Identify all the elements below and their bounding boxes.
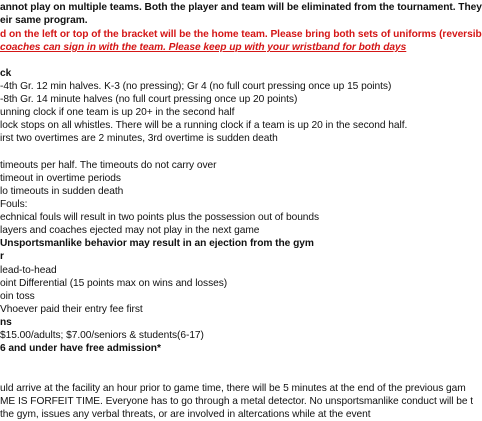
tiebreaker-2: oint Differential (15 points max on wins and losses) — [0, 278, 228, 289]
conduct-rule: the gym, issues any verbal threats, or are involved in altercations while at the event — [0, 409, 371, 420]
tiebreaker-1: lead-to-head — [0, 265, 57, 276]
wristband-notice: coaches can sign in with the team. Please keep up with your wristband for both days — [0, 42, 407, 53]
foul-rule-2: layers and coaches ejected may not play in the next game — [0, 225, 260, 236]
timeout-rule-1: timeouts per half. The timeouts do not carry over — [0, 160, 217, 171]
clock-rule-5: irst two overtimes are 2 minutes, 3rd overtime is sudden death — [0, 133, 278, 144]
free-admission-note: 6 and under have free admission* — [0, 343, 161, 354]
admission-prices: $15.00/adults; $7.00/seniors & students(6-17) — [0, 330, 204, 341]
clock-rule-1: -4th Gr. 12 min halves. K-3 (no pressing); Gr 4 (no full court pressing once up 15 points) — [0, 81, 392, 92]
section-admissions-heading: ns — [0, 317, 12, 328]
foul-rule-1: echnical fouls will result in two points plus the possession out of bounds — [0, 212, 320, 223]
timeout-rule-2: timeout in overtime periods — [0, 173, 121, 184]
clock-rule-2: -8th Gr. 14 minute halves (no full court pressing once up 20 points) — [0, 94, 298, 105]
timeout-rule-3: lo timeouts in sudden death — [0, 186, 124, 197]
clock-rule-3: unning clock if one team is up 20+ in the second half — [0, 107, 235, 118]
fouls-heading: Fouls: — [0, 199, 28, 210]
arrival-rule: uld arrive at the facility an hour prior to game time, there will be 5 minutes at the end of the previous gam — [0, 383, 466, 394]
tiebreaker-3: oin toss — [0, 291, 35, 302]
rule-line-2: eir same program. — [0, 15, 88, 26]
clock-rule-4: lock stops on all whistles. There will be a running clock if a team is up 20 in the second half. — [0, 120, 408, 131]
section-tiebreaker-heading: r — [0, 251, 4, 262]
rule-line-1: annot play on multiple teams. Both the player and team will be eliminated from the tournament. They — [0, 2, 482, 13]
tiebreaker-4: Vhoever paid their entry fee first — [0, 304, 143, 315]
unsportsmanlike-warning: Unsportsmanlike behavior may result in an ejection from the gym — [0, 238, 314, 249]
home-team-notice: d on the left or top of the bracket will be the home team. Please bring both sets of uniforms (reversib — [0, 29, 482, 40]
section-clock-heading: ck — [0, 68, 12, 79]
forfeit-rule: ME IS FORFEIT TIME. Everyone has to go through a metal detector. No unsportsmanlike conduct will be t — [0, 396, 474, 407]
